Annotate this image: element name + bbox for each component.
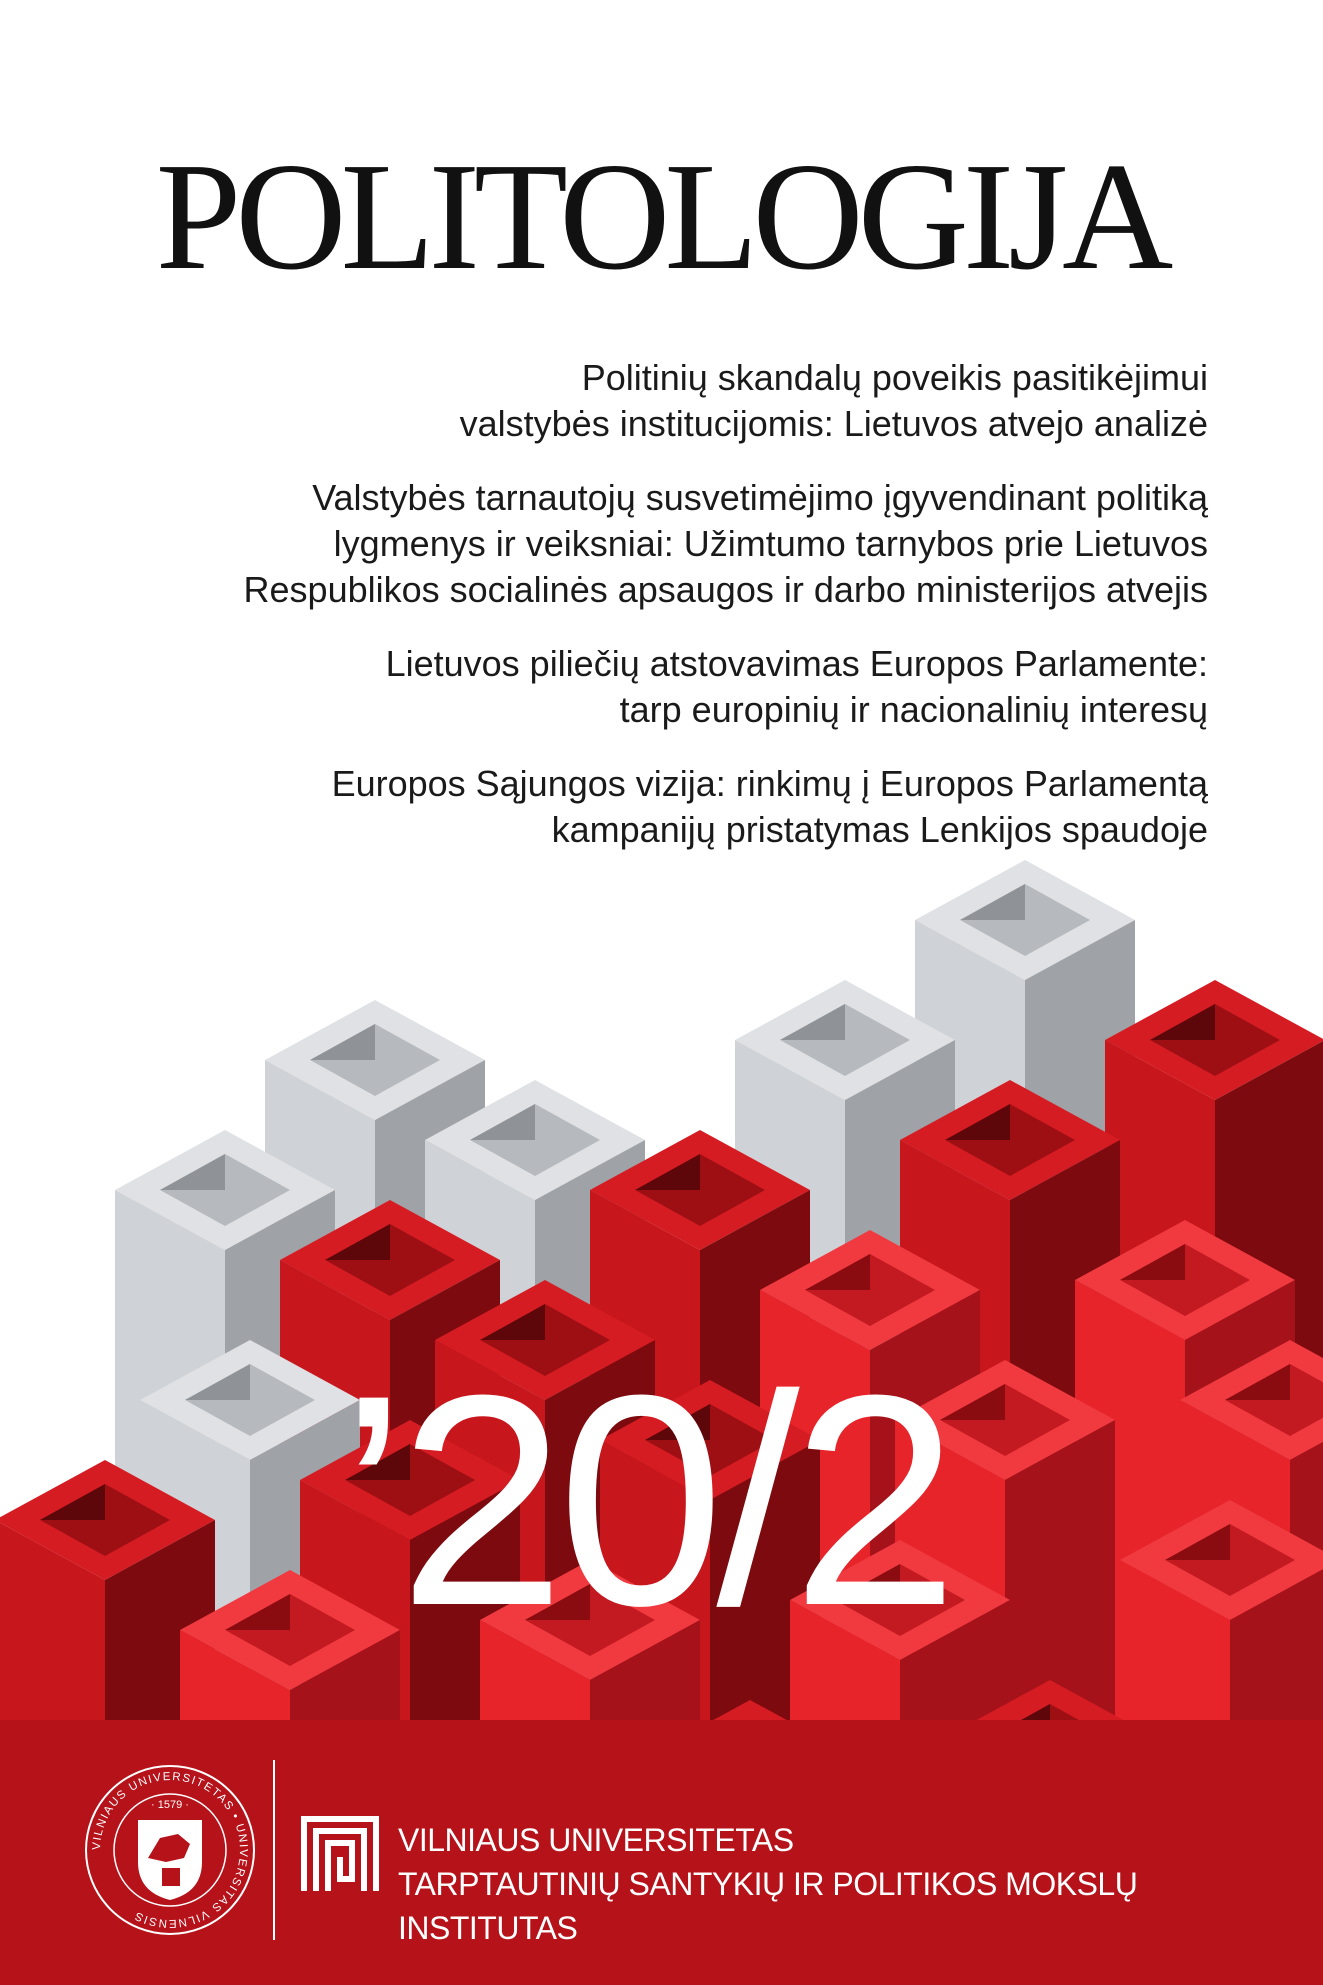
article-title-line: Respublikos socialinės apsaugos ir darbo ministerijos atvejis — [243, 569, 1208, 610]
seal-year: · 1579 · — [151, 1799, 189, 1811]
university-seal-icon — [80, 1760, 260, 1940]
institution-line: VILNIAUS UNIVERSITETAS — [398, 1822, 794, 1858]
article-title-line: Valstybės tarnautojų susvetimėjimo įgyvendinant politiką — [312, 477, 1208, 518]
article-title — [58, 475, 1208, 613]
journal-title: POLITOLOGIJA — [155, 132, 1168, 302]
article-list — [58, 355, 1208, 881]
issue-number: ’20/2 — [340, 1332, 951, 1668]
seal-outer-text: VILNIAUS UNIVERSITETAS • UNIVERSITAS VILNENSIS — [90, 1770, 250, 1930]
article-title-line: valstybės institucijomis: Lietuvos atvejo analizė — [459, 403, 1208, 444]
article-title-line: Europos Sąjungos vizija: rinkimų į Europos Parlamentą — [331, 763, 1208, 804]
article-title-line: tarp europinių ir nacionalinių interesų — [619, 689, 1208, 730]
article-title-line: Lietuvos piliečių atstovavimas Europos Parlamente: — [385, 643, 1208, 684]
article-title — [58, 641, 1208, 733]
institution-name — [398, 1818, 1323, 1950]
footer-divider — [273, 1760, 275, 1940]
article-title-line: Politinių skandalų poveikis pasitikėjimui — [581, 357, 1208, 398]
footer — [0, 1760, 1323, 1980]
institution-line: TARPTAUTINIŲ SANTYKIŲ IR POLITIKOS MOKSLŲ INSTITUTAS — [398, 1866, 1138, 1946]
institute-logo-icon — [300, 1815, 380, 1895]
article-title-line: lygmenys ir veiksniai: Užimtumo tarnybos prie Lietuvos — [333, 523, 1208, 564]
article-title-line: kampanijų pristatymas Lenkijos spaudoje — [551, 809, 1208, 850]
article-title — [58, 355, 1208, 447]
